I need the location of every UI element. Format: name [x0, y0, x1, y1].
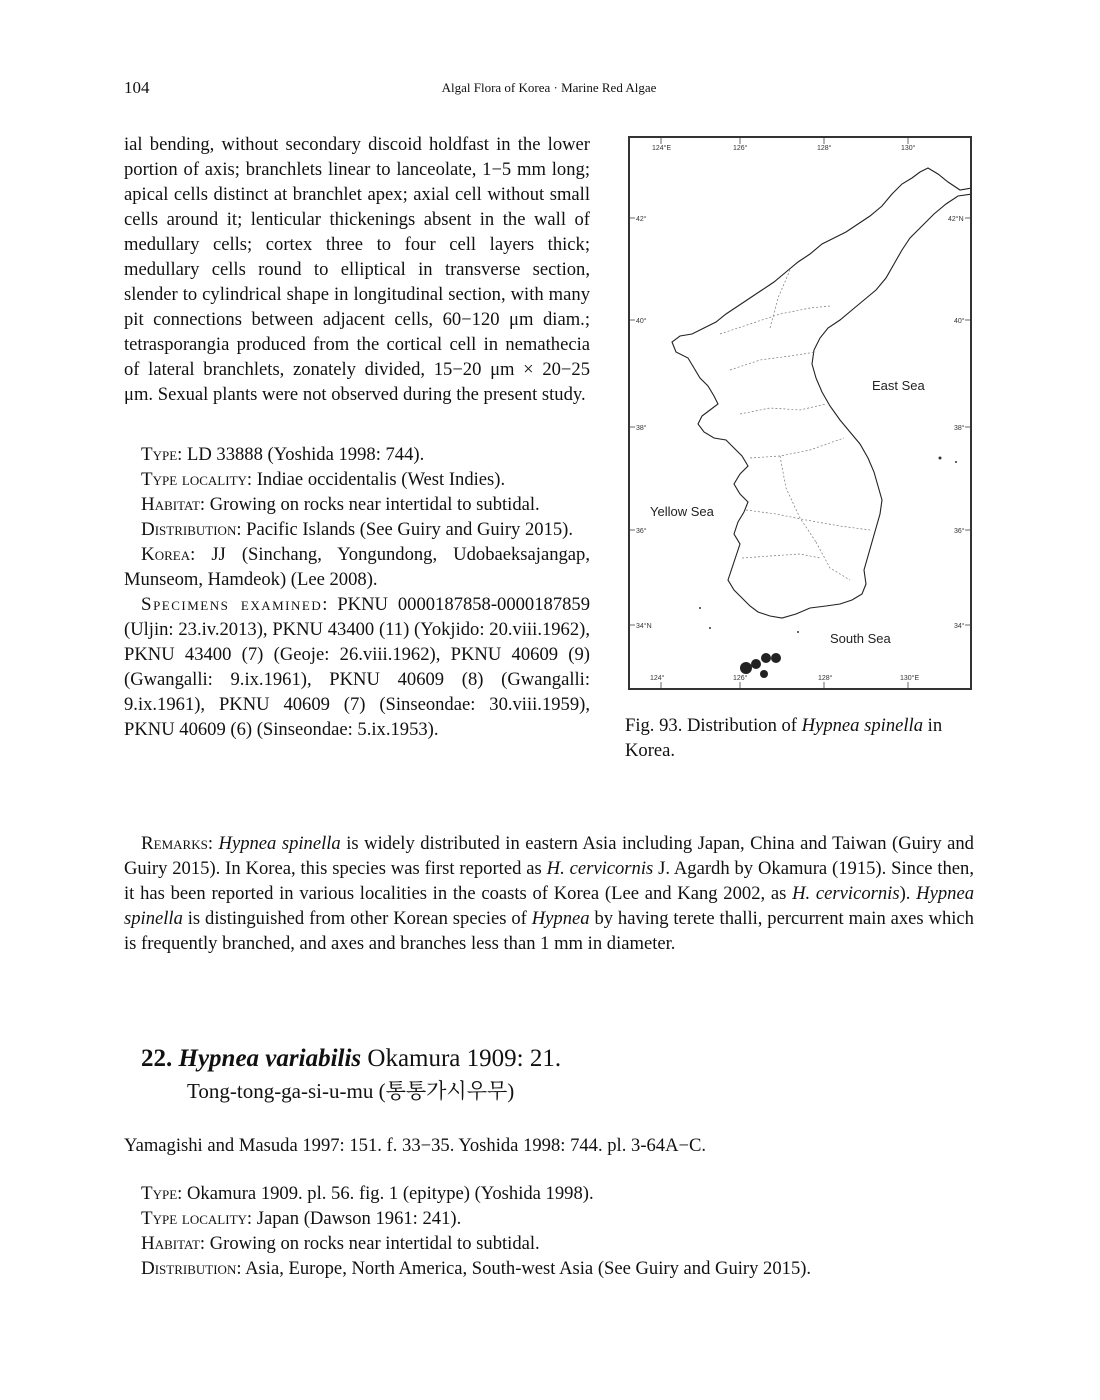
remarks-paragraph [124, 831, 974, 956]
page-header [124, 78, 974, 100]
right-tick-label: 42°N [948, 216, 964, 223]
distribution-field [124, 1256, 974, 1281]
distribution-value: : Asia, Europe, North America, South-west Asia (See Guiry and Guiry 2015). [236, 1258, 812, 1279]
peninsula-coastline [672, 168, 970, 618]
references-section [124, 1133, 974, 1158]
habitat-value: : Growing on rocks near intertidal to subtidal. [199, 1233, 540, 1254]
type-value: : Okamura 1909. pl. 56. fig. 1 (epitype) (Yoshida 1998). [177, 1183, 594, 1204]
remarks-text: ). [899, 883, 917, 904]
distribution-label: Distribution [141, 1258, 237, 1279]
remarks-text: is widely distributed in eastern Asia including Japan, China and Taiwan (Guiry and Guiry 2015). In Korea, this species was first reported as [124, 833, 974, 879]
type-locality-label: Type locality [141, 1208, 247, 1229]
remarks-text: J. Agardh by Okamura (1915). Since then, it has been reported in various localities in the coasts of Korea (Lee and Kang 2002, as [124, 858, 974, 904]
right-tick-label: 38° [954, 425, 965, 432]
type-locality-label: Type locality [141, 469, 247, 490]
left-tick-label: 34°N [636, 623, 652, 630]
top-tick-label: 126° [733, 145, 748, 152]
left-tick-label: 42° [636, 216, 647, 223]
type-field [124, 1181, 974, 1206]
korea-label: Korea [141, 544, 191, 565]
habitat-field [124, 492, 590, 517]
east-sea-label: East Sea [872, 378, 925, 393]
figure-caption [625, 713, 977, 763]
habitat-field [124, 1231, 974, 1256]
habitat-value: : Growing on rocks near intertidal to subtidal. [199, 494, 540, 515]
korea-map [630, 138, 970, 688]
type-label: Type [141, 1183, 178, 1204]
species-fields [124, 1181, 974, 1281]
habitat-label: Habitat [141, 494, 200, 515]
type-locality-field [124, 467, 590, 492]
type-label: Type [141, 444, 178, 465]
type-value: : LD 33888 (Yoshida 1998: 744). [177, 444, 425, 465]
type-locality-value: : Japan (Dawson 1961: 241). [246, 1208, 462, 1229]
remarks-italic: H. cervicornis [546, 858, 654, 879]
specimens-field [124, 592, 590, 742]
remarks-label: Remarks [141, 833, 208, 854]
distribution-field [124, 517, 590, 542]
type-locality-value: : Indiae occidentalis (West Indies). [246, 469, 506, 490]
species-authority: Okamura 1909: 21. [361, 1045, 562, 1072]
top-tick-label: 130° [901, 145, 916, 152]
top-tick-label: 128° [817, 145, 832, 152]
distribution-map-figure [628, 136, 972, 690]
species-name: Hypnea variabilis [178, 1045, 362, 1072]
korean-common-name: Tong-tong-ga-si-u-mu (통통가시우무) [187, 1079, 515, 1103]
distribution-label: Distribution [141, 519, 237, 540]
small-islands [699, 457, 957, 634]
remarks-italic: Hypnea spinella [218, 833, 341, 854]
left-column [124, 132, 590, 742]
right-tick-label: 34° [954, 623, 965, 630]
species-number: 22. [141, 1045, 173, 1072]
running-title: Algal Flora of Korea · Marine Red Algae [441, 80, 657, 95]
page-number: 104 [124, 78, 150, 97]
province-borders [720, 270, 870, 580]
description-paragraph: ial bending, without secondary discoid holdfast in the lower portion of axis; branchlets linear to lanceolate, 1−5 mm long; apical cells distinct at branchlet apex; axial cell without small cells around it; lenticular thickenings absent in the wall of medullary cells; cortex three to four cell layers thick; medullary cells round to elliptical in transverse section, slender to cylindrical shape in longitudinal section, with many pit connections between adjacent cells, 60−120 μm diam.; tetrasporangia produced from the cortical cell in nemathecia of lateral branchlets, zonately divided, 15−20 μm × 20−25 μm. Sexual plants were not observed during the present study. [124, 134, 590, 405]
bottom-tick-label: 126° [733, 675, 748, 682]
left-tick-label: 38° [636, 425, 647, 432]
species-heading [141, 1043, 561, 1075]
caption-prefix: Fig. 93. Distribution of [625, 715, 802, 736]
distribution-value: : Pacific Islands (See Guiry and Guiry 2015). [236, 519, 574, 540]
korea-value: : JJ (Sinchang, Yongundong, Udobaeksajangap, Munseom, Hamdeok) (Lee 2008). [124, 544, 590, 590]
remarks-italic: H. cervicornis [792, 883, 900, 904]
remarks-italic: Hypnea spinella [124, 883, 974, 929]
left-tick-label: 40° [636, 318, 647, 325]
yellow-sea-label: Yellow Sea [650, 504, 714, 519]
habitat-label: Habitat [141, 1233, 200, 1254]
specimens-value: : PKNU 0000187858-0000187859 (Uljin: 23.iv.2013), PKNU 43400 (11) (Yokjido: 20.viii.1962), PKNU 43400 (7) (Geoje: 26.viii.1962), PKNU 40609 (9) (Gwangalli: 9.ix.1961), PKNU 40609 (8) (Gwangalli: 9.ix.1961), PKNU 40609 (7) (Sinseondae: 30.viii.1959), PKNU 40609 (6) (Sinseondae: 5.ix.1953). [124, 594, 590, 740]
top-tick-label: 124°E [652, 145, 672, 152]
bottom-tick-label: 124° [650, 675, 665, 682]
right-tick-label: 40° [954, 318, 965, 325]
remarks-italic: Hypnea [531, 908, 590, 929]
korea-field [124, 542, 590, 592]
remarks-text: is distinguished from other Korean species of [182, 908, 532, 929]
caption-species: Hypnea spinella [801, 715, 924, 736]
left-tick-label: 36° [636, 528, 647, 535]
bottom-tick-label: 128° [818, 675, 833, 682]
remarks-section [124, 831, 974, 956]
references-text: Yamagishi and Masuda 1997: 151. f. 33−35. Yoshida 1998: 744. pl. 3-64A−C. [124, 1135, 707, 1156]
remarks-text: by having terete thalli, percurrent main axes which is frequently branched, and axes and branches less than 1 mm in diameter. [124, 908, 974, 954]
type-locality-field [124, 1206, 974, 1231]
type-field [124, 442, 590, 467]
caption-suffix: in Korea. [625, 715, 943, 761]
bottom-tick-label: 130°E [900, 675, 920, 682]
south-sea-label: South Sea [830, 631, 891, 646]
remarks-text: : [207, 833, 219, 854]
specimens-label: Specimens examined [141, 594, 323, 615]
right-tick-label: 36° [954, 528, 965, 535]
